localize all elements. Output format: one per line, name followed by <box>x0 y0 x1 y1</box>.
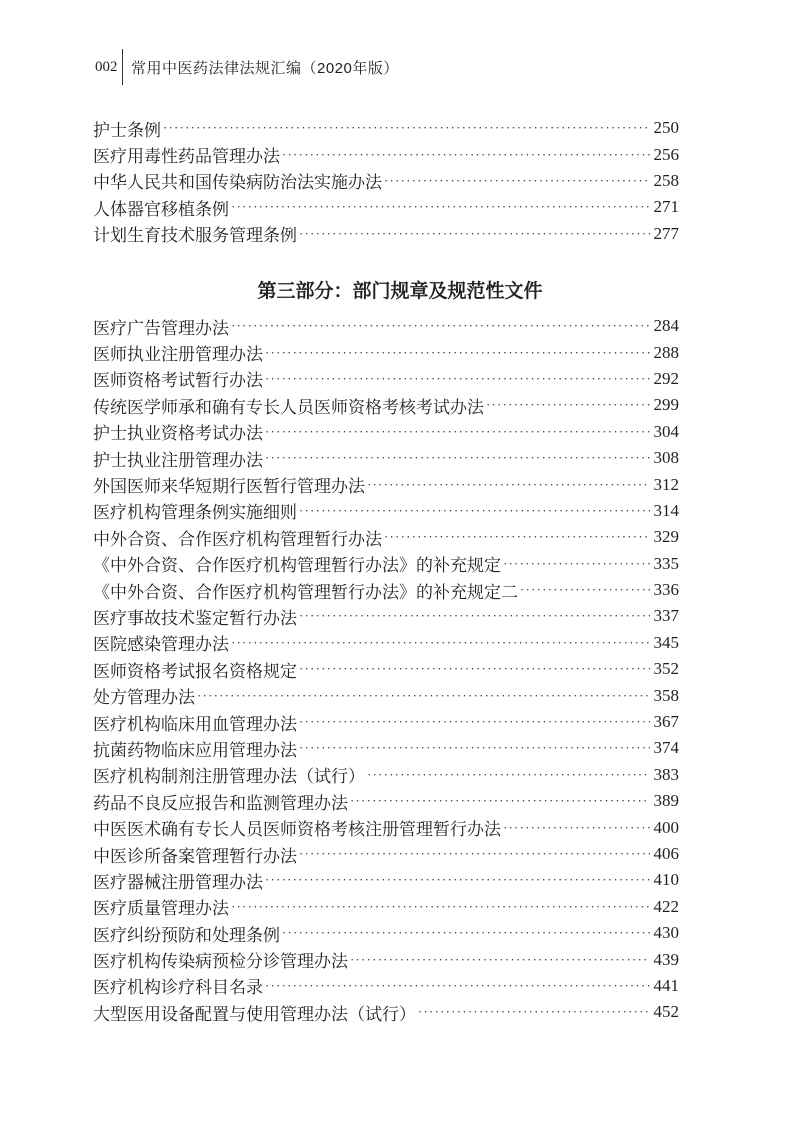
dot-leader <box>503 556 650 572</box>
toc-entry-title: 人体器官移植条例 <box>93 199 229 219</box>
toc-entry[interactable] <box>93 419 679 445</box>
running-header <box>95 50 399 84</box>
toc-entry-title: 中华人民共和国传染病防治法实施办法 <box>93 173 382 193</box>
toc-entry[interactable] <box>93 656 679 682</box>
dot-leader <box>231 635 650 651</box>
toc-entry-title: 《中外合资、合作医疗机构管理暂行办法》的补充规定 <box>93 556 501 576</box>
toc-group-1 <box>93 115 679 247</box>
toc-entry-page: 284 <box>653 316 679 336</box>
dot-leader <box>299 740 650 756</box>
toc-entry-page: 314 <box>653 500 679 520</box>
toc-entry-title: 医师执业注册管理办法 <box>93 345 263 365</box>
toc-entry[interactable] <box>93 339 679 365</box>
dot-leader <box>231 199 650 215</box>
page-number: 002 <box>95 58 118 75</box>
toc-entry[interactable] <box>93 920 679 946</box>
toc-entry-page: 329 <box>653 527 679 547</box>
toc-entry-title: 处方管理办法 <box>93 688 195 708</box>
toc-entry-title: 医师资格考试报名资格规定 <box>93 661 297 681</box>
toc-entry[interactable] <box>93 141 679 167</box>
toc-entry-page: 352 <box>653 659 679 679</box>
toc-entry-page: 439 <box>653 949 679 969</box>
toc-entry-page: 304 <box>653 421 679 441</box>
toc-entry[interactable] <box>93 999 679 1025</box>
toc-entry-title: 医疗事故技术鉴定暂行办法 <box>93 608 297 628</box>
toc-entry[interactable] <box>93 973 679 999</box>
toc-entry[interactable] <box>93 115 679 141</box>
toc-entry-page: 367 <box>653 712 679 732</box>
toc-entry[interactable] <box>93 445 679 471</box>
toc-entry-title: 护士执业资格考试办法 <box>93 424 263 444</box>
toc-entry-title: 传统医学师承和确有专长人员医师资格考核考试办法 <box>93 397 484 417</box>
toc-entry-page: 410 <box>653 870 679 890</box>
dot-leader <box>265 424 650 440</box>
book-title: 常用中医药法律法规汇编（2020年版） <box>131 59 399 77</box>
dot-leader <box>265 371 650 387</box>
dot-leader <box>367 477 650 493</box>
toc-entry-title: 抗菌药物临床应用管理办法 <box>93 740 297 760</box>
toc-entry-title: 计划生育技术服务管理条例 <box>93 226 297 246</box>
toc-entry-page: 250 <box>653 118 679 138</box>
toc-entry[interactable] <box>93 498 679 524</box>
toc-entry-title: 药品不良反应报告和监测管理办法 <box>93 793 348 813</box>
toc-group-2 <box>93 313 679 1026</box>
toc-entry-title: 医疗器械注册管理办法 <box>93 872 263 892</box>
toc-entry-page: 271 <box>653 197 679 217</box>
toc-entry[interactable] <box>93 867 679 893</box>
dot-leader <box>299 714 650 730</box>
toc-entry-page: 383 <box>653 764 679 784</box>
toc-entry[interactable] <box>93 366 679 392</box>
toc-entry-page: 389 <box>653 791 679 811</box>
toc-entry[interactable] <box>93 841 679 867</box>
dot-leader <box>265 345 650 361</box>
toc-entry-title: 中医医术确有专长人员医师资格考核注册管理暂行办法 <box>93 820 501 840</box>
dot-leader <box>282 147 650 163</box>
toc-entry-page: 288 <box>653 342 679 362</box>
toc-entry-title: 中医诊所备案管理暂行办法 <box>93 846 297 866</box>
toc-entry[interactable] <box>93 194 679 220</box>
toc-entry-page: 256 <box>653 144 679 164</box>
dot-leader <box>282 925 650 941</box>
toc-entry[interactable] <box>93 392 679 418</box>
toc-entry[interactable] <box>93 735 679 761</box>
toc-entry[interactable] <box>93 313 679 339</box>
dot-leader <box>299 608 650 624</box>
toc-entry-title: 医疗广告管理办法 <box>93 318 229 338</box>
dot-leader <box>265 450 650 466</box>
toc-entry[interactable] <box>93 221 679 247</box>
toc-entry[interactable] <box>93 524 679 550</box>
toc-entry-title: 护士执业注册管理办法 <box>93 450 263 470</box>
dot-leader <box>418 1004 650 1020</box>
toc-entry-page: 345 <box>653 632 679 652</box>
toc-entry-title: 医疗机构临床用血管理办法 <box>93 714 297 734</box>
toc-entry-title: 《中外合资、合作医疗机构管理暂行办法》的补充规定二 <box>93 582 518 602</box>
dot-leader <box>231 899 650 915</box>
toc-entry[interactable] <box>93 603 679 629</box>
toc-entry-page: 374 <box>653 738 679 758</box>
toc-entry[interactable] <box>93 551 679 577</box>
toc-entry[interactable] <box>93 762 679 788</box>
toc-entry-title: 医疗机构诊疗科目名录 <box>93 978 263 998</box>
dot-leader <box>503 820 650 836</box>
toc-entry-page: 308 <box>653 448 679 468</box>
dot-leader <box>384 173 650 189</box>
toc-entry-page: 336 <box>653 580 679 600</box>
dot-leader <box>299 226 650 242</box>
toc-entry-title: 医疗用毒性药品管理办法 <box>93 147 280 167</box>
toc-entry-page: 337 <box>653 606 679 626</box>
dot-leader <box>486 397 650 413</box>
toc-entry[interactable] <box>93 630 679 656</box>
dot-leader <box>163 120 650 136</box>
toc-entry-title: 医疗机构制剂注册管理办法（试行） <box>93 767 365 787</box>
toc-entry[interactable] <box>93 894 679 920</box>
dot-leader <box>231 318 650 334</box>
toc-entry-page: 258 <box>653 170 679 190</box>
header-divider <box>122 49 123 85</box>
toc-entry[interactable] <box>93 168 679 194</box>
toc-entry-title: 中外合资、合作医疗机构管理暂行办法 <box>93 529 382 549</box>
toc-entry[interactable] <box>93 577 679 603</box>
toc-entry-page: 400 <box>653 817 679 837</box>
toc-entry[interactable] <box>93 471 679 497</box>
toc-entry-page: 312 <box>653 474 679 494</box>
toc-entry-title: 大型医用设备配置与使用管理办法（试行） <box>93 1004 416 1024</box>
toc-entry-page: 430 <box>653 923 679 943</box>
toc-entry[interactable] <box>93 682 679 708</box>
dot-leader <box>265 872 650 888</box>
toc-entry-title: 外国医师来华短期行医暂行管理办法 <box>93 477 365 497</box>
toc-entry-page: 335 <box>653 553 679 573</box>
dot-leader <box>299 503 650 519</box>
toc-entry-title: 医院感染管理办法 <box>93 635 229 655</box>
section-heading: 第三部分：部门规章及规范性文件 <box>257 280 543 302</box>
toc-entry-page: 452 <box>653 1002 679 1022</box>
toc-entry-title: 医疗纠纷预防和处理条例 <box>93 925 280 945</box>
toc-entry-page: 358 <box>653 685 679 705</box>
toc-entry-title: 医师资格考试暂行办法 <box>93 371 263 391</box>
dot-leader <box>299 661 650 677</box>
dot-leader <box>197 688 650 704</box>
toc-entry-title: 医疗质量管理办法 <box>93 899 229 919</box>
toc-entry[interactable] <box>93 709 679 735</box>
toc-entry-page: 441 <box>653 975 679 995</box>
dot-leader <box>367 767 650 783</box>
toc-entry-page: 277 <box>653 223 679 243</box>
dot-leader <box>350 952 650 968</box>
dot-leader <box>384 529 650 545</box>
toc-entry-page: 422 <box>653 896 679 916</box>
dot-leader <box>299 846 650 862</box>
toc-entry-title: 医疗机构传染病预检分诊管理办法 <box>93 952 348 972</box>
toc-entry-page: 292 <box>653 368 679 388</box>
toc-entry-title: 医疗机构管理条例实施细则 <box>93 503 297 523</box>
dot-leader <box>265 978 650 994</box>
toc-entry-page: 406 <box>653 844 679 863</box>
toc-entry-title: 护士条例 <box>93 120 161 140</box>
toc-entry[interactable] <box>93 814 679 840</box>
toc-entry[interactable] <box>93 788 679 814</box>
toc-entry[interactable] <box>93 946 679 972</box>
toc-entry-page: 299 <box>653 395 679 415</box>
dot-leader <box>350 793 650 809</box>
dot-leader <box>520 582 650 598</box>
